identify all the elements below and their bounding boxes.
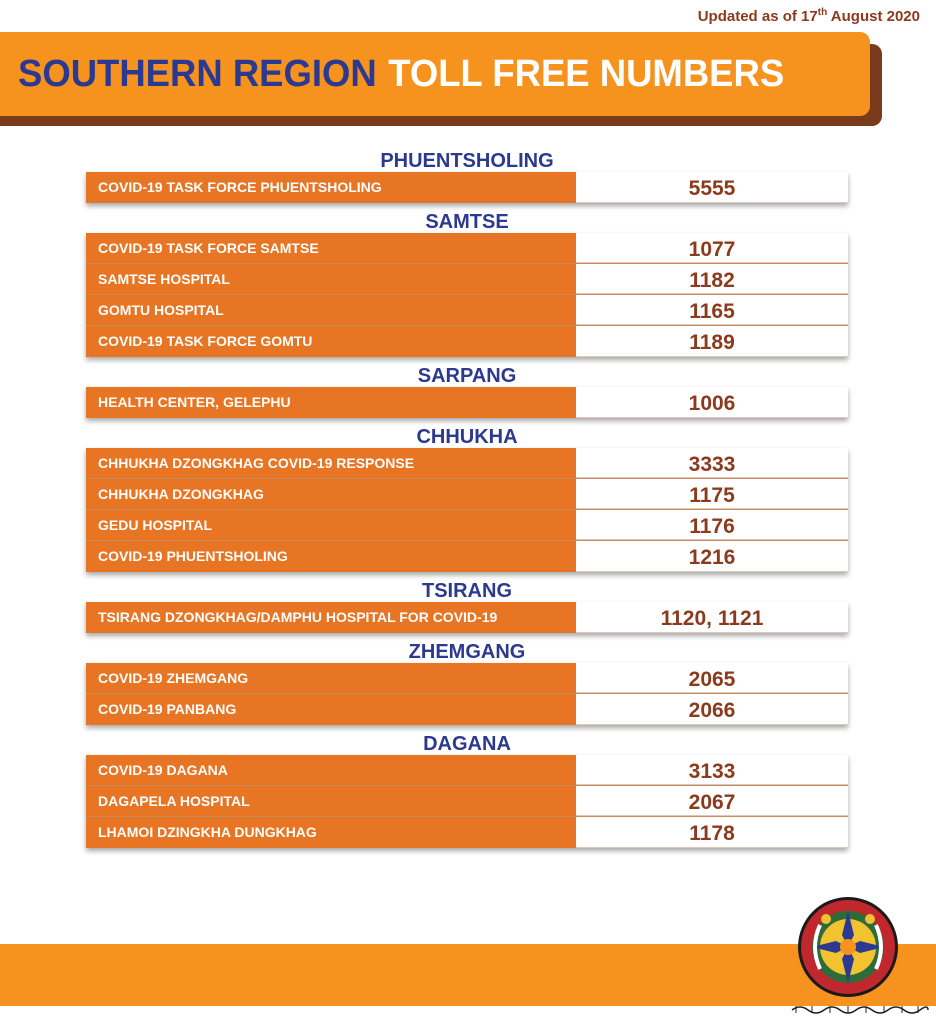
table-row [86, 264, 848, 295]
toll-free-number: 1006 [576, 387, 848, 418]
table-row [86, 786, 848, 817]
contact-label: COVID-19 TASK FORCE SAMTSE [86, 233, 576, 263]
toll-free-number: 1120, 1121 [576, 602, 848, 633]
toll-free-number: 1175 [576, 479, 848, 509]
table-row [86, 479, 848, 510]
table-row [86, 172, 848, 203]
contact-label: COVID-19 DAGANA [86, 755, 576, 785]
section-title: SARPANG [417, 365, 517, 387]
contact-label: GOMTU HOSPITAL [86, 295, 576, 325]
toll-free-number: 1165 [576, 295, 848, 325]
contact-label: CHHUKHA DZONGKHAG COVID-19 RESPONSE [86, 448, 576, 478]
section-title: PHUENTSHOLING [380, 150, 554, 172]
section-rows [86, 448, 848, 572]
updated-date [698, 8, 920, 25]
page-title-region: SOUTHERN REGION [18, 52, 377, 95]
table-row [86, 541, 848, 572]
contact-label: COVID-19 PANBANG [86, 694, 576, 725]
contact-label: SAMTSE HOSPITAL [86, 264, 576, 294]
section-zhemgang [86, 639, 848, 725]
section-chhukha [86, 424, 848, 572]
section-title: CHHUKHA [416, 426, 518, 448]
contact-label: COVID-19 TASK FORCE PHUENTSHOLING [86, 172, 576, 203]
toll-free-number: 2065 [576, 663, 848, 693]
contact-label: HEALTH CENTER, GELEPHU [86, 387, 576, 418]
page-title-subject: TOLL FREE NUMBERS [388, 52, 785, 95]
table-row [86, 233, 848, 264]
section-tsirang [86, 578, 848, 633]
contact-label: COVID-19 TASK FORCE GOMTU [86, 326, 576, 357]
toll-free-number: 5555 [576, 172, 848, 203]
section-title: TSIRANG [422, 580, 512, 602]
title-banner [0, 32, 870, 116]
section-rows [86, 755, 848, 848]
toll-free-number: 3133 [576, 755, 848, 785]
table-row [86, 387, 848, 418]
table-row [86, 817, 848, 848]
contact-label: CHHUKHA DZONGKHAG [86, 479, 576, 509]
contact-label: COVID-19 ZHEMGANG [86, 663, 576, 693]
section-phuentsholing [86, 148, 848, 203]
section-rows [86, 663, 848, 725]
section-sarpang [86, 363, 848, 418]
contact-label: COVID-19 PHUENTSHOLING [86, 541, 576, 572]
toll-free-number: 1182 [576, 264, 848, 294]
section-rows [86, 602, 848, 633]
section-rows [86, 233, 848, 357]
table-row [86, 510, 848, 541]
toll-free-number: 1216 [576, 541, 848, 572]
toll-free-number: 2067 [576, 786, 848, 816]
contact-label: GEDU HOSPITAL [86, 510, 576, 540]
toll-free-number: 3333 [576, 448, 848, 478]
section-title: ZHEMGANG [408, 641, 526, 663]
table-row [86, 448, 848, 479]
contact-label: DAGAPELA HOSPITAL [86, 786, 576, 816]
toll-free-number: 1077 [576, 233, 848, 263]
toll-free-number: 1176 [576, 510, 848, 540]
royal-emblem-icon [796, 895, 900, 999]
toll-free-number: 1189 [576, 326, 848, 357]
emblem-script-decoration [790, 1002, 930, 1016]
table-row [86, 694, 848, 725]
table-row [86, 755, 848, 786]
section-title: SAMTSE [425, 211, 509, 233]
section-rows [86, 387, 848, 418]
contact-label: TSIRANG DZONGKHAG/DAMPHU HOSPITAL FOR COVID-19 [86, 602, 576, 633]
toll-free-number: 1178 [576, 817, 848, 848]
toll-free-number: 2066 [576, 694, 848, 725]
section-dagana [86, 731, 848, 848]
toll-free-directory [86, 148, 848, 854]
updated-prefix: Updated as of 17 [697, 8, 818, 25]
section-rows [86, 172, 848, 203]
updated-suffix: August 2020 [827, 8, 920, 25]
section-samtse [86, 209, 848, 357]
section-title: DAGANA [423, 733, 511, 755]
updated-suffix-ordinal: th [817, 7, 828, 18]
table-row [86, 663, 848, 694]
table-row [86, 602, 848, 633]
page-title [18, 53, 784, 96]
contact-label: LHAMOI DZINGKHA DUNGKHAG [86, 817, 576, 848]
table-row [86, 295, 848, 326]
table-row [86, 326, 848, 357]
